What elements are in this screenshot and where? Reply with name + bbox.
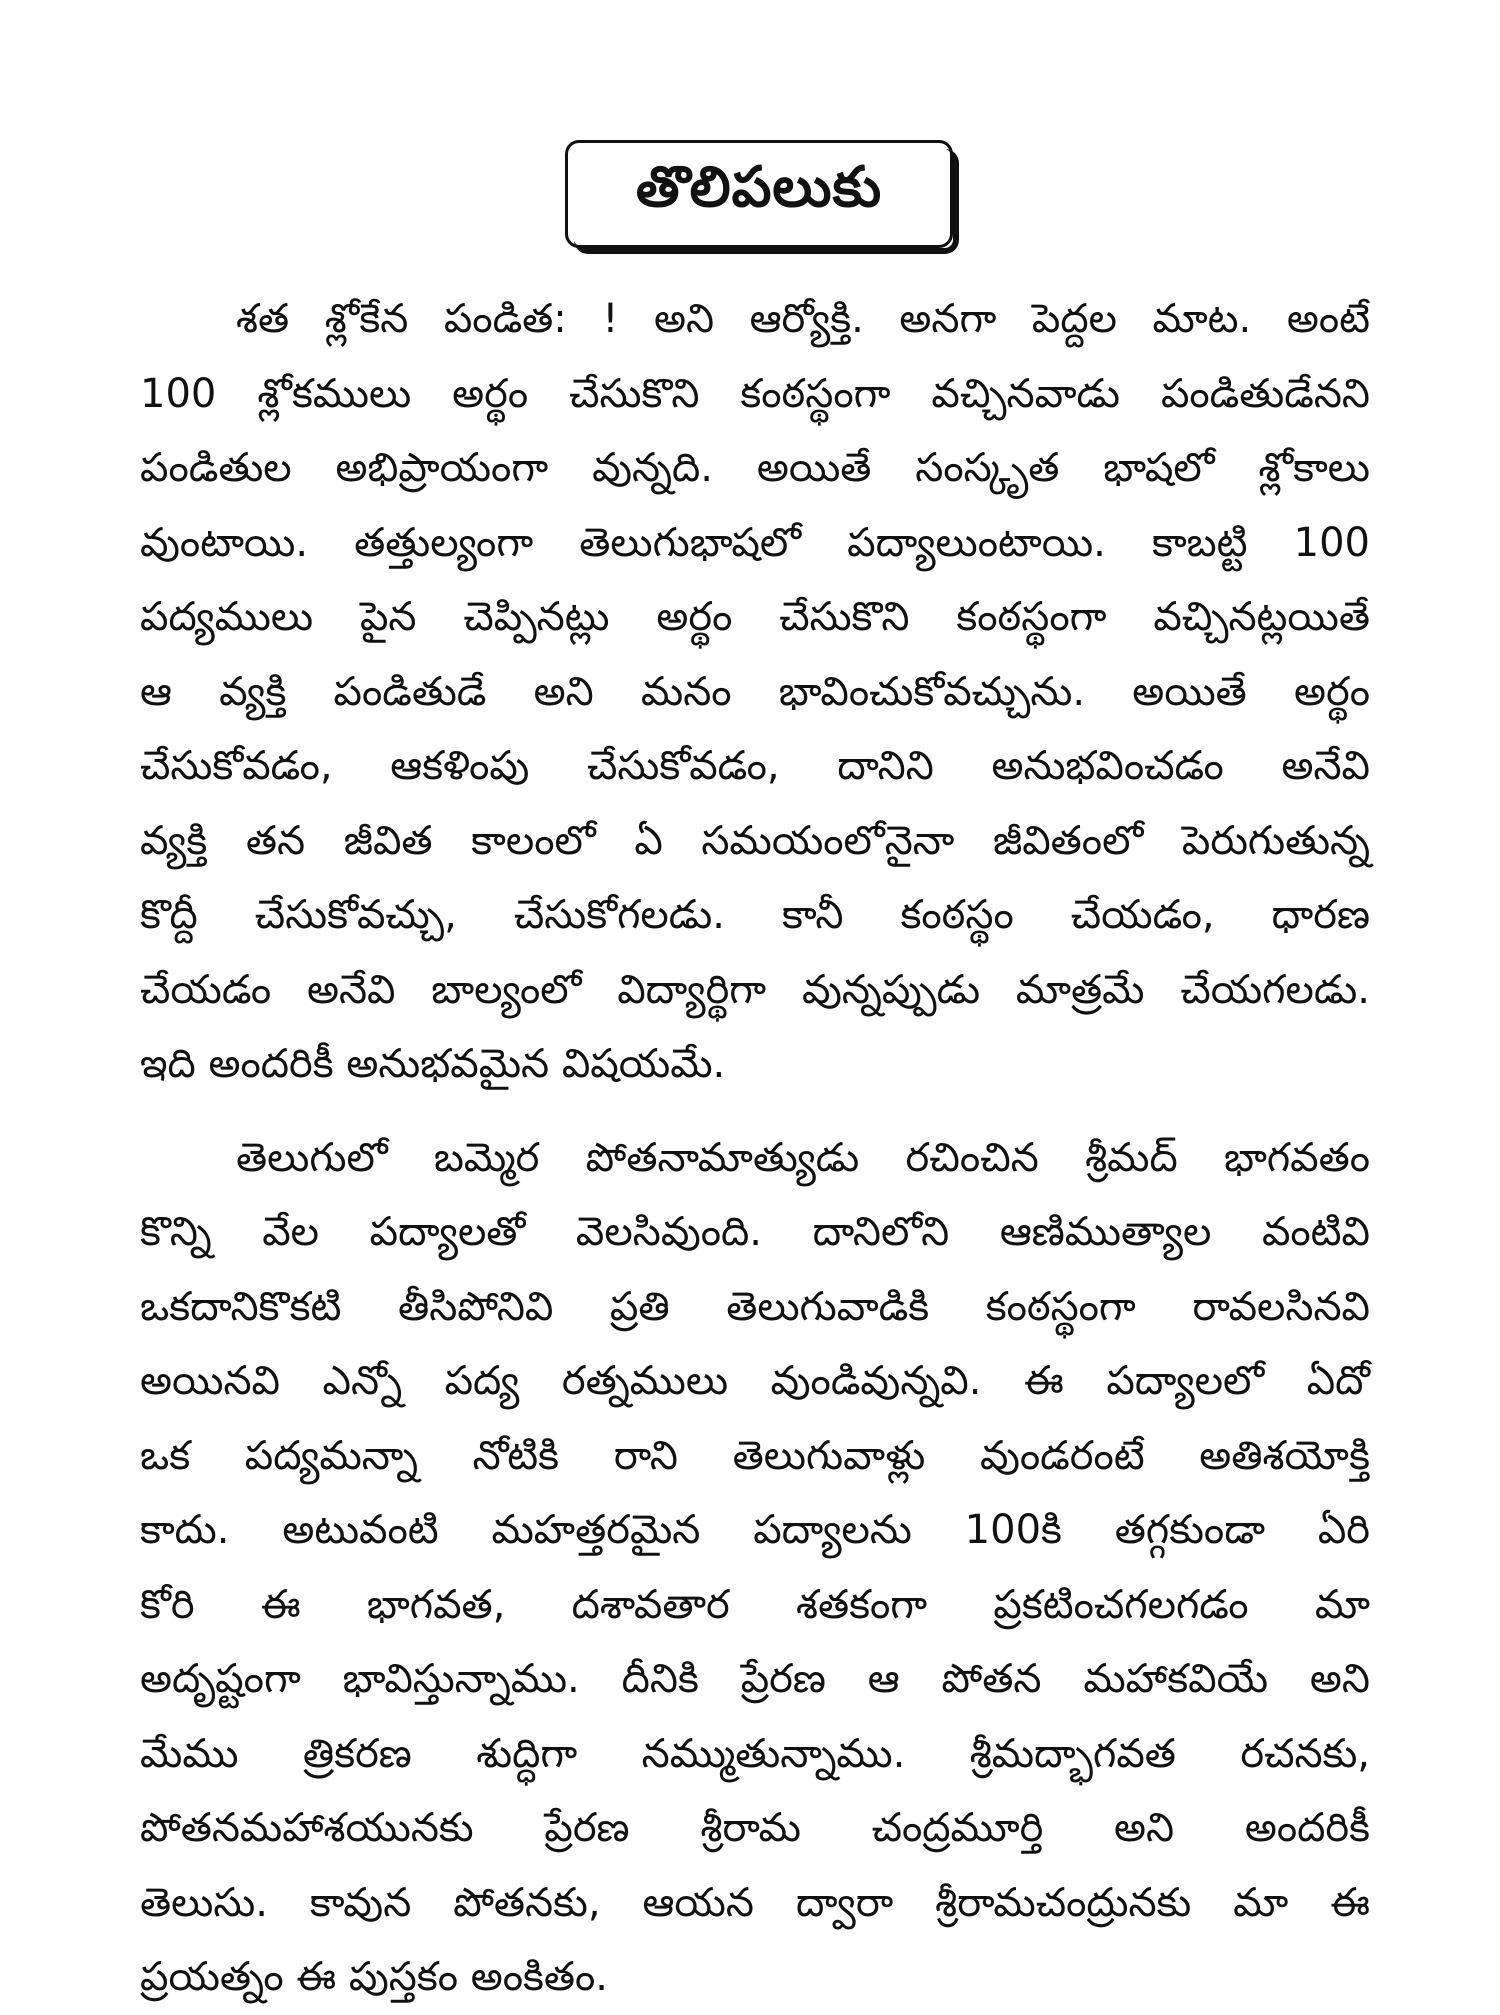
text-line: పండితుల అభిప్రాయంగా వున్నది. అయితే సంస్కృత భాషలో శ్లోకాలు	[140, 445, 1370, 491]
text-line: అయినవి ఎన్నో పద్య రత్నములు వుండివున్నవి. ఈ పద్యాలలో ఏదో	[140, 1358, 1370, 1404]
text-line: ఒక పద్యమన్నా నోటికి రాని తెలుగువాళ్లు వుండరంటే అతిశయోక్తి	[140, 1432, 1370, 1479]
paragraph-2	[140, 1121, 1370, 2015]
body-text	[140, 282, 1370, 2015]
text-line: అదృష్టంగా భావిస్తున్నాము. దీనికి ప్రేరణ ఆ పోతన మహాకవియే అని	[140, 1656, 1370, 1702]
text-line: శత శ్లోకేన పండిత: ! అని ఆర్యోక్తి. అనగా పెద్దల మాట. అంటే	[236, 296, 1370, 342]
text-line: మేము త్రికరణ శుద్ధిగా నమ్ముతున్నాము. శ్రీమద్భాగవత రచనకు,	[140, 1730, 1370, 1777]
text-line: ప్రయత్నం ఈ పుస్తకం అంకితం.	[140, 1954, 609, 2000]
title-box	[565, 140, 953, 248]
text-line: తెలుగులో బమ్మెర పోతనామాత్యుడు రచించిన శ్రీమద్ భాగవతం	[236, 1134, 1370, 1181]
text-line: కొద్దీ చేసుకోవచ్చు, చేసుకోగలడు. కానీ కంఠస్థం చేయడం, ధారణ	[140, 892, 1370, 938]
text-line: ఒకదానికొకటి తీసిపోనివి ప్రతి తెలుగువాడికి కంఠస్థంగా రావలసినవి	[140, 1283, 1370, 1330]
text-line: 100 శ్లోకములు అర్థం చేసుకొని కంఠస్థంగా వచ్చినవాడు పండితుడేనని	[140, 370, 1370, 417]
text-line: కాదు. అటువంటి మహత్తరమైన పద్యాలను 100కి తగ్గకుండా ఏరి	[140, 1507, 1370, 1553]
paragraph-1	[140, 282, 1370, 1102]
text-line: వుంటాయి. తత్తుల్యంగా తెలుగుభాషలో పద్యాలుంటాయి. కాబట్టి 100	[140, 519, 1370, 566]
text-line: పద్యములు పైన చెప్పినట్లు అర్థం చేసుకొని కంఠస్థంగా వచ్చినట్లయితే	[140, 594, 1370, 640]
text-line: కోరి ఈ భాగవత, దశావతార శతకంగా ప్రకటించగలగడం మా	[140, 1581, 1370, 1628]
text-line: చేసుకోవడం, ఆకళింపు చేసుకోవడం, దానిని అనుభవించడం అనేవి	[140, 743, 1370, 789]
text-line: పోతనమహాశయునకు ప్రేరణ శ్రీరామ చంద్రమూర్తి అని అందరికీ	[140, 1805, 1370, 1851]
text-line: చేయడం అనేవి బాల్యంలో విద్యార్థిగా వున్నప్పుడు మాత్రమే చేయగలడు.	[140, 966, 1370, 1013]
text-line: తెలుసు. కావున పోతనకు, ఆయన ద్వారా శ్రీరామచంద్రునకు మా ఈ	[140, 1879, 1370, 1926]
text-line: కొన్ని వేల పద్యాలతో వెలసివుంది. దానిలోని ఆణిముత్యాల వంటివి	[140, 1209, 1370, 1255]
text-line: ఇది అందరికీ అనుభవమైన విషయమే.	[140, 1041, 726, 1087]
page-title: తొలిపలుకు	[635, 154, 883, 220]
text-line: ఆ వ్యక్తి పండితుడే అని మనం భావించుకోవచ్చును. అయితే అర్థం	[140, 668, 1370, 715]
text-line: వ్యక్తి తన జీవిత కాలంలో ఏ సమయంలోనైనా జీవితంలో పెరుగుతున్న	[140, 817, 1370, 864]
